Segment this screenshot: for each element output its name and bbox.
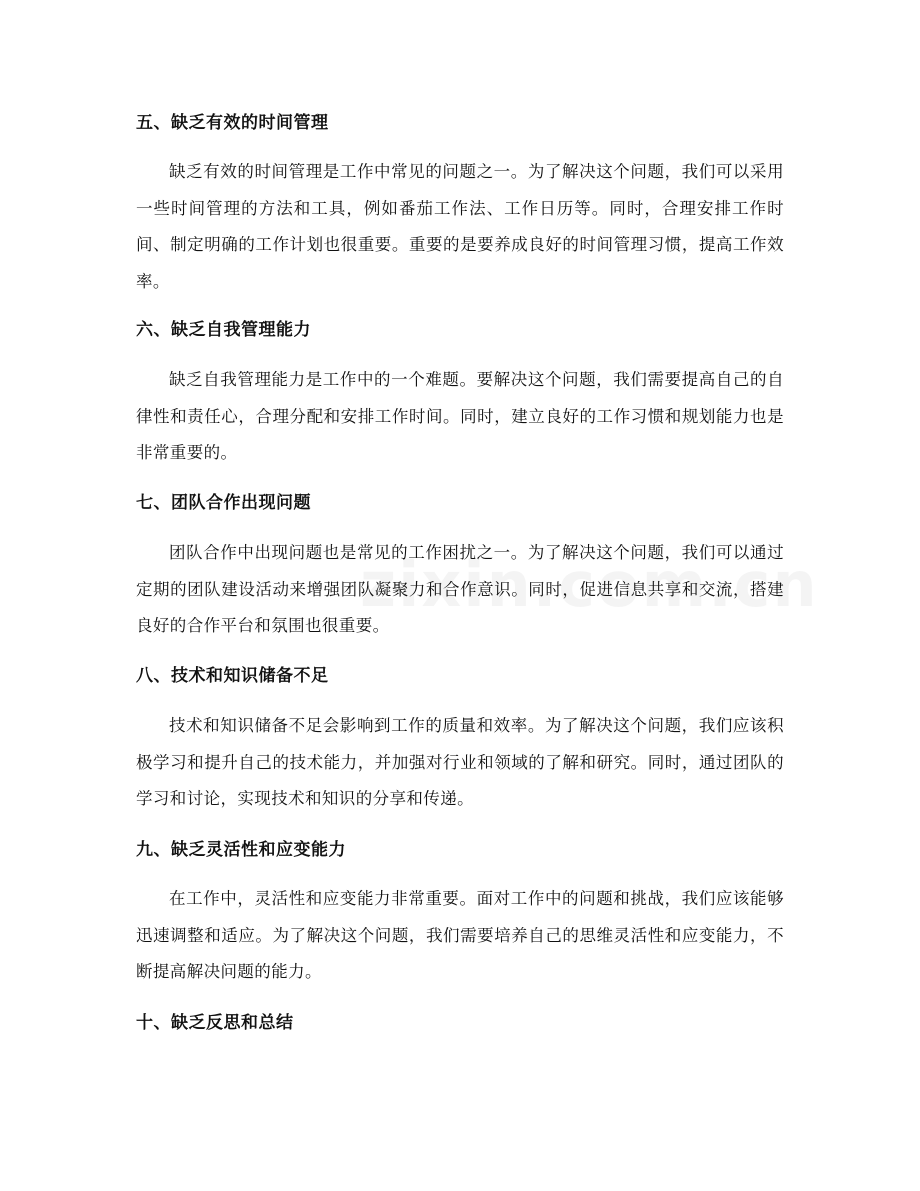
section-5-paragraph: 缺乏有效的时间管理是工作中常见的问题之一。为了解决这个问题，我们可以采用一些时间管理的方法和工具，例如番茄工作法、工作日历等。同时，合理安排工作时间、制定明确的工作计划也很重要。重要的是要养成良好的时间管理习惯，提高工作效率。 <box>136 162 784 291</box>
section-9-heading: 九、缺乏灵活性和应变能力 <box>136 840 346 860</box>
section-9-paragraph: 在工作中，灵活性和应变能力非常重要。面对工作中的问题和挑战，我们应该能够迅速调整和适应。为了解决这个问题，我们需要培养自己的思维灵活性和应变能力，不断提高解决问题的能力。 <box>136 889 784 981</box>
section-8-heading: 八、技术和知识储备不足 <box>136 666 329 686</box>
section-7-paragraph: 团队合作中出现问题也是常见的工作困扰之一。为了解决这个问题，我们可以通过定期的团队建设活动来增强团队凝聚力和合作意识。同时，促进信息共享和交流，搭建良好的合作平台和氛围也很重要。 <box>136 543 784 635</box>
section-6-paragraph: 缺乏自我管理能力是工作中的一个难题。要解决这个问题，我们需要提高自己的自律性和责任心，合理分配和安排工作时间。同时，建立良好的工作习惯和规划能力也是非常重要的。 <box>136 370 784 462</box>
section-8-paragraph: 技术和知识储备不足会影响到工作的质量和效率。为了解决这个问题，我们应该积极学习和提升自己的技术能力，并加强对行业和领域的了解和研究。同时，通过团队的学习和讨论，实现技术和知识的分享和传递。 <box>136 716 784 808</box>
section-6-heading: 六、缺乏自我管理能力 <box>136 320 311 340</box>
section-5-heading: 五、缺乏有效的时间管理 <box>136 113 329 133</box>
section-7-heading: 七、团队合作出现问题 <box>136 493 311 513</box>
section-10-heading: 十、缺乏反思和总结 <box>136 1013 294 1033</box>
